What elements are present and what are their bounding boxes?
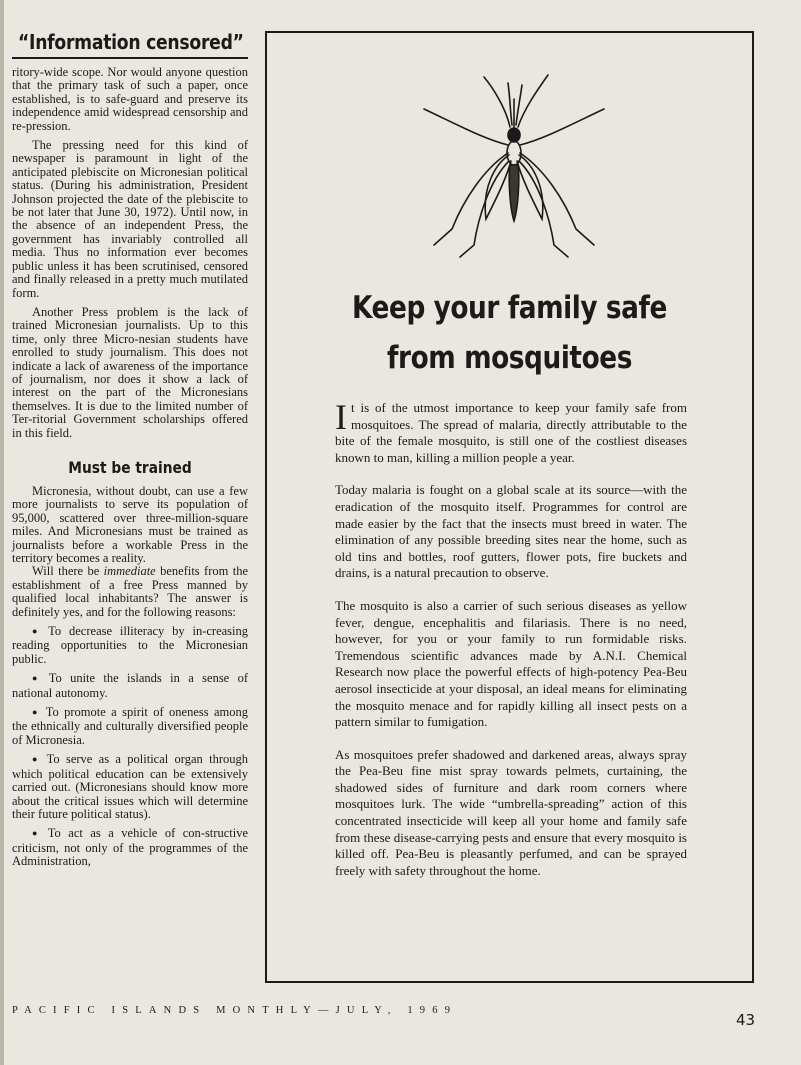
page-edge — [0, 0, 4, 1065]
advert-paragraph — [335, 397, 687, 466]
article-paragraph: The pressing need for this kind of newspaper is paramount in light of the anticipated plebiscite on Micronesian political status. (During his administration, President Johnson projected the date of the plebiscite to be not later that June 30, 1972). Until now, in the absence of an independent Press, the government has invariably controlled all media. Thus no information ever becomes public unless it has been scrutinised, censored and finally released in a pretty much mutilated form. — [12, 138, 248, 300]
advert-headline-line: Keep your family safe — [352, 290, 667, 326]
headline-rule — [12, 57, 248, 59]
bullet-item: ● To act as a vehicle of con-structive criticism, not only of the programmes of the Administration, — [12, 827, 248, 868]
advertisement-box — [265, 31, 754, 983]
mosquito-illustration — [414, 69, 614, 259]
running-footer: PACIFIC ISLANDS MONTHLY—JULY, 1969 — [12, 1005, 458, 1016]
advert-headline-line: from mosquitoes — [387, 340, 632, 376]
article-paragraph: Micronesia, without doubt, can use a few more journalists to serve its population of 95,000, scattered over three-million-square miles. And Micronesians must be trained as journalists before a workable Press in the territory becomes a reality. — [12, 483, 248, 565]
bullet-item: ● To promote a spirit of oneness among the ethnically and culturally diversified people of Micronesia. — [12, 706, 248, 747]
page-number: 43 — [736, 1011, 756, 1029]
advert-paragraph: Today malaria is fought on a global scale at its source—with the eradication of the mosquito itself. Programmes for control are made easier by the fact that the insects must breed in water. The elimination of any possible breeding sites near the home, such as old tins and bottles, roof gutters, flower pots, fire buckets and drains, is a natural precaution to observe. — [335, 482, 687, 581]
article-column — [12, 30, 248, 875]
advert-paragraph: The mosquito is also a carrier of such serious diseases as yellow fever, dengue, encephalitis and filariasis. There is no need, however, for you or your family to run formidable risks. Tremendous scientific advances made by A.N.I. Chemical Research now place the powerful effects of high-potency Pea-Beu aerosol insecticide at your disposal, an ideal means for eliminating the mosquito menace and for rapidly killing all insect pests on a pattern similar to fumigation. — [335, 597, 687, 730]
article-paragraph — [12, 565, 248, 619]
text-run: t is of the utmost importance to keep your family safe from mosquitoes. The spread of malaria, directly attributable to the bite of the female mosquito, is still one of the costliest diseases known to man, killing a million people a year. — [335, 400, 687, 465]
emphasis-text: immediate — [103, 564, 156, 579]
advert-body — [335, 397, 687, 895]
advert-paragraph: As mosquitoes prefer shadowed and darkened areas, always spray the Pea-Beu fine mist spray towards pelmets, curtaining, the shadowed sides of furniture and dark room corners where mosquitoes lurk. The wide “umbrella-spreading” action of this concentrated insecticide will keep all your home and family safe from these disease-carrying pests and ensure that every mosquito is killed off. Pea-Beu is pleasantly perfumed, and can be sprayed freely with safety throughout the home. — [335, 746, 687, 878]
bullet-item: ● To unite the islands in a sense of national autonomy. — [12, 672, 248, 700]
text-run: benefits from the establishment of a free Press manned by qualified local inhabitants? The answer is definitely yes, and for the following reasons: — [12, 564, 248, 619]
advert-headline — [303, 283, 715, 383]
bullet-item: ● To serve as a political organ through which political education can be extensively carried out. (Micronesians should know more about the critical issues which will determine their future political status). — [12, 753, 248, 821]
article-headline: “Information censored” — [18, 30, 244, 54]
article-paragraph: ritory-wide scope. Nor would anyone question that the primary task of such a paper, once established, is to safe-guard and preserve its independence amid widespread censorship and re-pression. — [12, 65, 248, 133]
drop-cap: I — [335, 397, 347, 437]
bullet-item: ● To decrease illiteracy by in-creasing reading opportunities to the Micronesian public. — [12, 625, 248, 666]
article-subhead: Must be trained — [68, 457, 192, 477]
text-run: Will there be — [32, 564, 104, 579]
article-paragraph: Another Press problem is the lack of trained Micronesian journalists. Up to this time, only three Micro-nesian students have enrolled to study journalism. This does not indicate a lack of awareness of the importance of journalism, nor does it show a lack of interest on the part of the Micronesians themselves. It is due to the limited number of Ter-ritorial Government scholarships offered in this field. — [12, 304, 248, 440]
